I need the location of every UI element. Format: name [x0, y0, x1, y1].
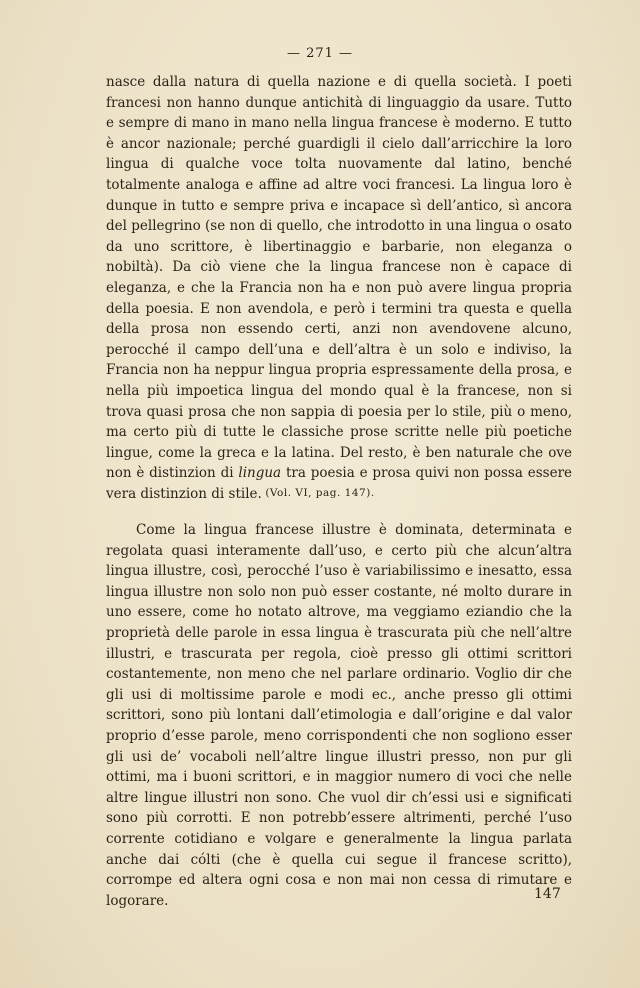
- paragraph-1-emphasis: lingua: [238, 465, 282, 482]
- paragraph-1-text: [106, 72, 572, 504]
- page-number: — 271 —: [286, 46, 354, 61]
- volume-reference: (Vol. VI, pag. 147).: [265, 487, 375, 499]
- paragraph-1-main: nasce dalla natura di quella nazione e di quella società. I poeti francesi non hanno dunque antichità di linguaggio da usare. Tutto e sempre di mano in mano nella lingua francese è moderno. E tutto è ancor nazionale; perché guardigli il cielo dall’arricchire la loro lingua di qualche voce tolta nuovamente dal latino, benché totalmente analoga e affine ad altre voci francesi. La lingua loro è dunque in tutto e sempre priva e incapace sì dell’antico, sì ancora del pellegrino (se non di quello, che introdotto in una lingua o osato da uno scrittore, è libertinaggio e barbarie, non eleganza o nobiltà). Da ciò viene che la lingua francese non è capace di eleganza, e che la Francia non ha e non può avere lingua propria della poesia. E non avendola, e però i termini tra questa e quella della prosa non essendo certi, anzi non avendovene alcuno, perocché il campo dell’una e dell’altra è un solo e indiviso, la Francia non ha neppur lingua propria espressamente della prosa, e nella più impoetica lingua del mondo qual è la francese, non si trova quasi prosa che non sappia di poesia per lo stile, più o meno, ma certo più di tutte le classiche prose scritte nelle più poetiche lingue, come la greca e la latina. Del resto, è ben naturale che ove non è distinzion di: [106, 74, 572, 482]
- paragraph-2-text: Come la lingua francese illustre è dominata, determinata e regolata quasi interamente dall’uso, e certo più che alcun’altra lingua illustre, così, perocché l’uso è variabilissimo e inesatto, essa lingua illustre non solo non può esser costante, né molto durare in uno essere, come ho notato altrove, ma veggiamo eziandio che la proprietà delle parole in essa lingua è trascurata più che nell’altre illustri, e trascurata per regola, cioè presso gli ottimi scrittori costantemente, non meno che nel parlare ordinario. Voglio dir che gli usi di moltissime parole e modi ec., anche presso gli ottimi scrittori, sono più lontani dall’etimologia e dall’origine e dal valor proprio d’esse parole, meno corrispondenti che non sogliono esser gli usi de’ vocaboli nell’altre lingue illustri presso, non pur gli ottimi, ma i buoni scrittori, e in maggior numero di voci che nelle altre lingue illustri non sono. Che vuol dir ch’essi usi e significati sono più corrotti. E non potrebb’essere altrimenti, perché l’uso corrente cotidiano e volgare e generalmente la lingua parlata anche dai cólti (che è quella cui segue il francese scritto), corrompe ed altera ogni cosa e non mai non cessa di rimutare e logorare.: [106, 522, 572, 909]
- signature-mark: 147: [534, 886, 561, 902]
- paragraph-1-end: tra poesia e prosa quivi non possa essere vera distinzion di stile.: [106, 465, 573, 502]
- paragraph-1: [106, 72, 572, 504]
- paragraph-2: [106, 520, 572, 911]
